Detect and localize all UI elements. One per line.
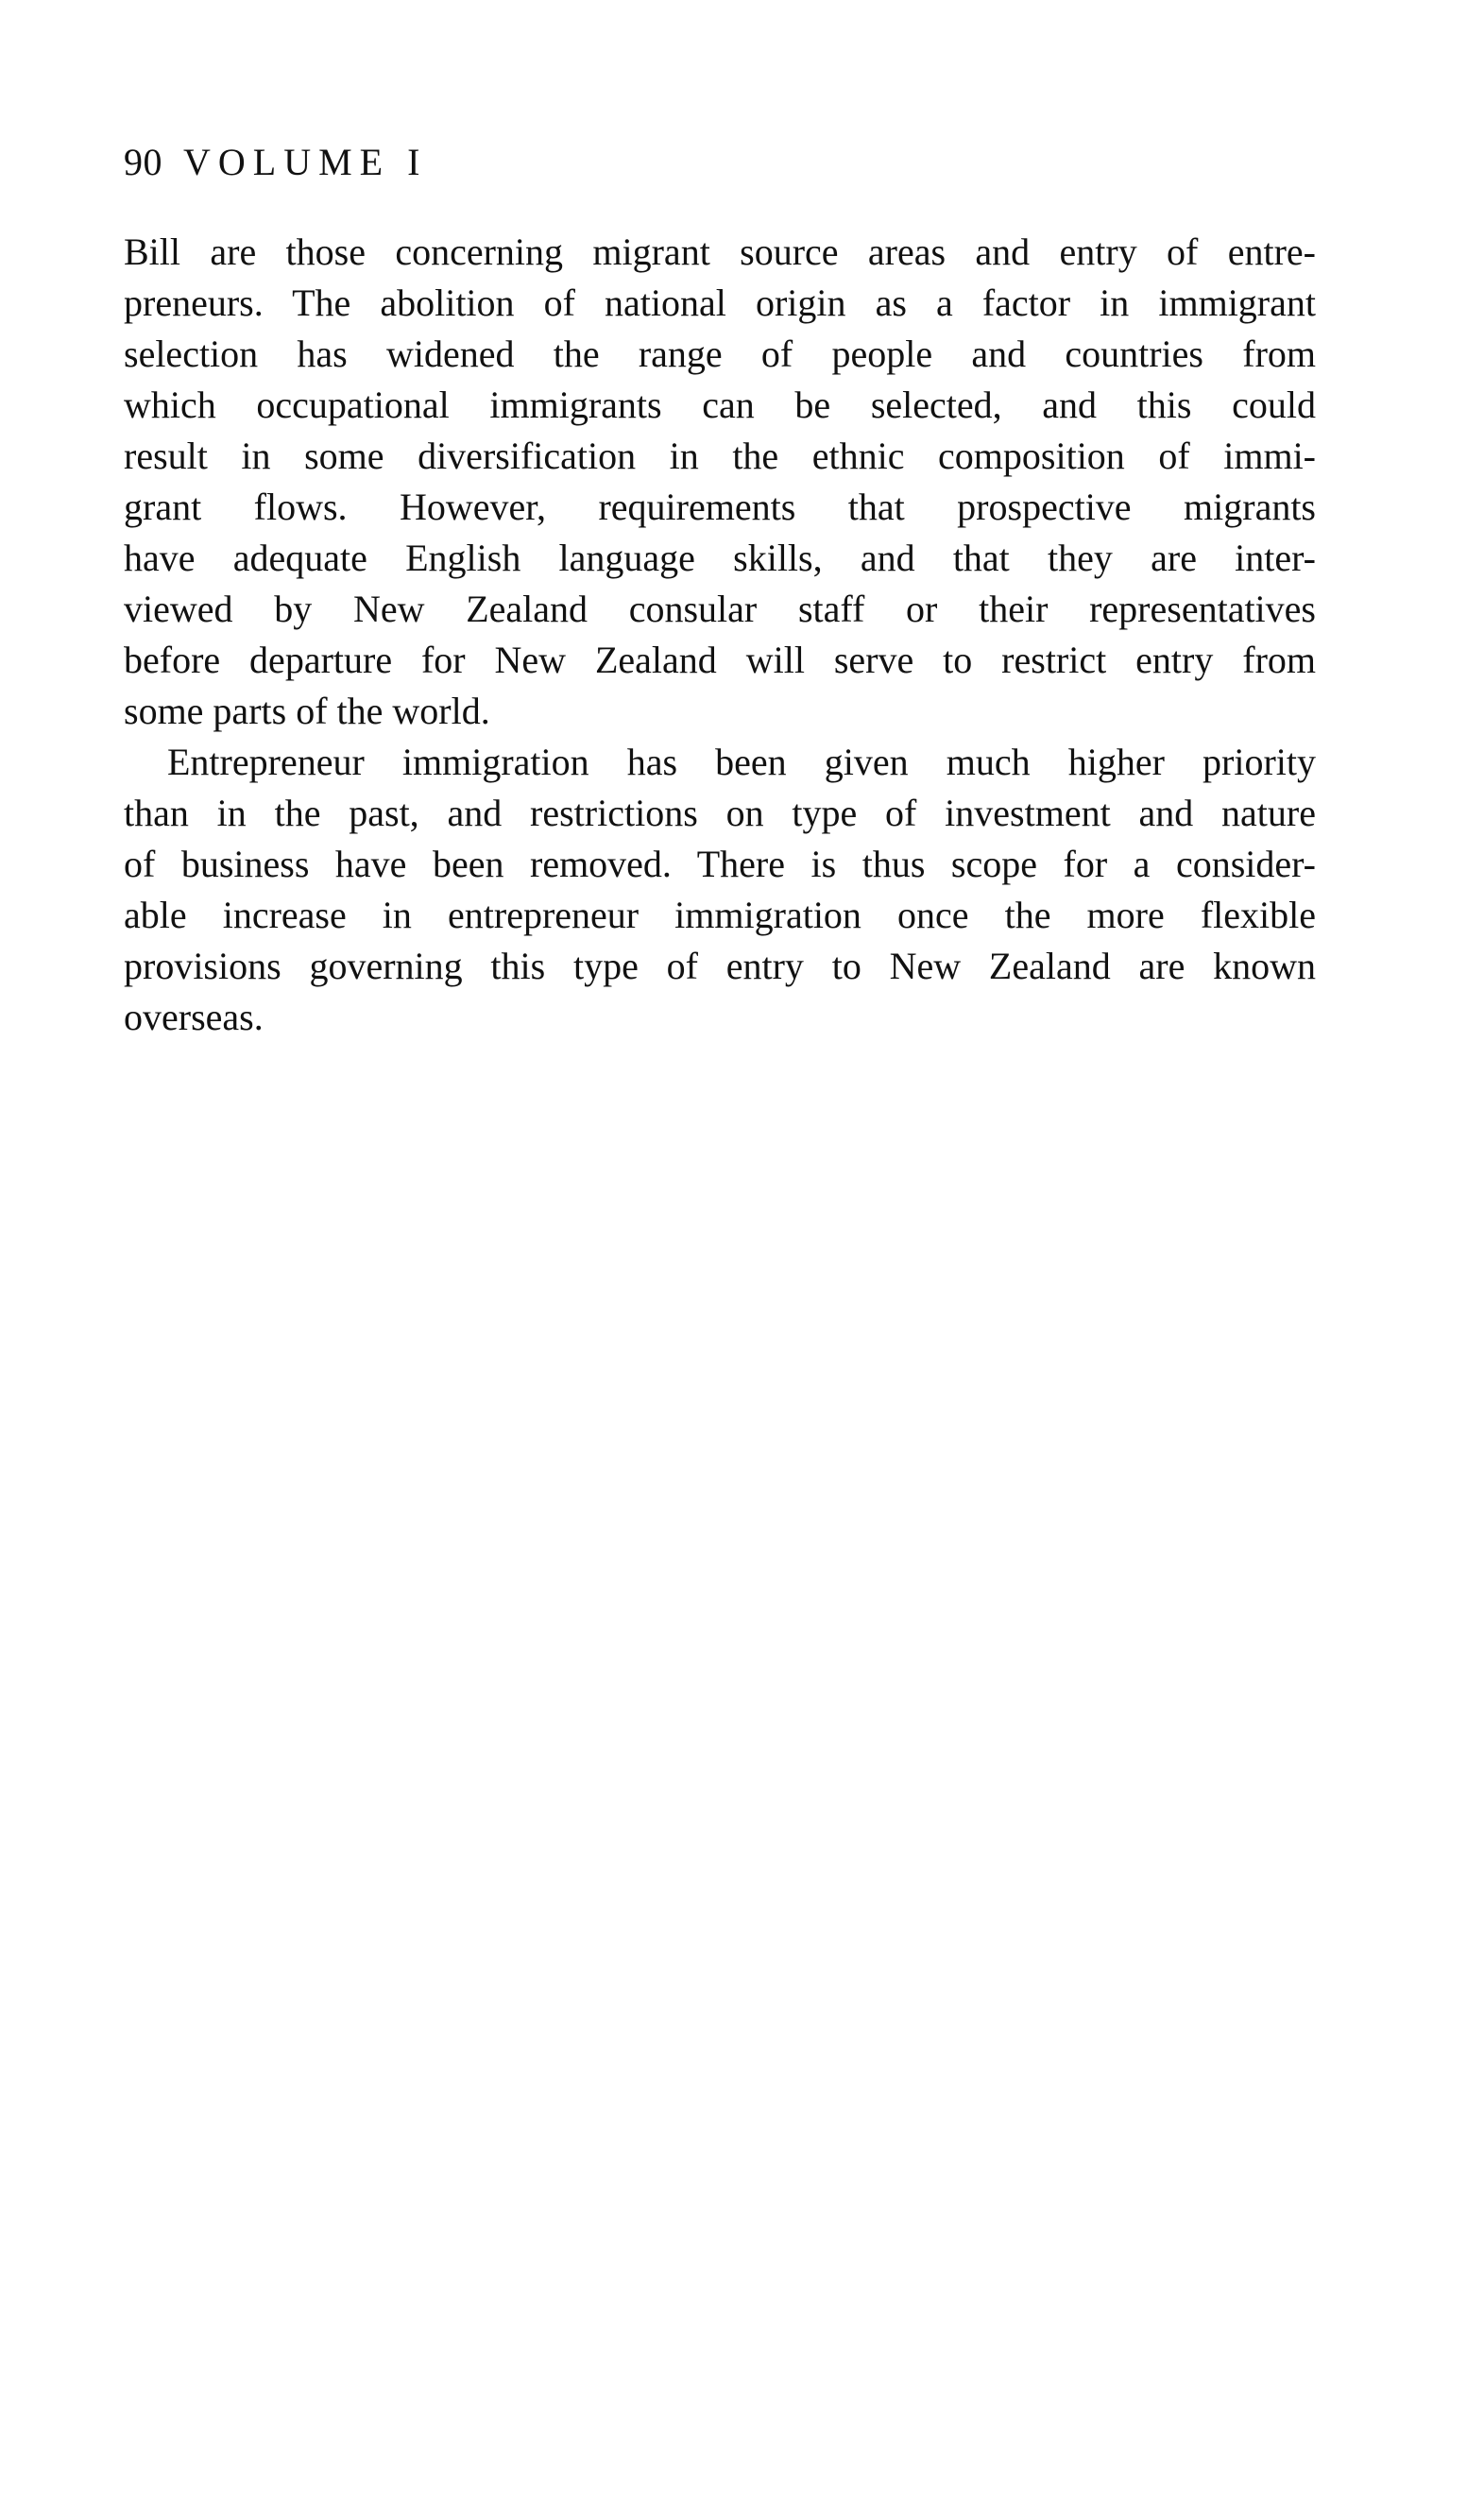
text-line: result in some diversification in the ethnic composition of immi- xyxy=(124,435,1316,477)
text-line: preneurs. The abolition of national origin as a factor in immigrant xyxy=(124,282,1316,324)
running-head xyxy=(124,140,427,185)
text-line: overseas. xyxy=(124,996,264,1038)
page-number: 90 xyxy=(124,141,162,183)
paragraph-1 xyxy=(124,227,1316,737)
text-line: than in the past, and restrictions on type of investment and nature xyxy=(124,792,1316,834)
text-line: provisions governing this type of entry to New Zealand are known xyxy=(124,945,1316,987)
text-line: of business have been removed. There is thus scope for a consider- xyxy=(124,843,1316,885)
text-line: before departure for New Zealand will serve to restrict entry from xyxy=(124,639,1316,681)
text-line: grant flows. However, requirements that prospective migrants xyxy=(124,486,1316,528)
volume-title: VOLUME I xyxy=(183,141,428,183)
text-line: which occupational immigrants can be selected, and this could xyxy=(124,384,1316,426)
text-line: Entrepreneur immigration has been given much higher priority xyxy=(167,741,1316,783)
text-line: selection has widened the range of people and countries from xyxy=(124,333,1316,375)
text-line: Bill are those concerning migrant source areas and entry of entre- xyxy=(124,231,1316,273)
text-line: viewed by New Zealand consular staff or their representatives xyxy=(124,588,1316,630)
paragraph-2 xyxy=(124,737,1316,1043)
text-line: have adequate English language skills, and that they are inter- xyxy=(124,537,1316,579)
body-text xyxy=(124,227,1316,1043)
text-line: able increase in entrepreneur immigration once the more flexible xyxy=(124,894,1316,936)
text-line: some parts of the world. xyxy=(124,690,490,732)
